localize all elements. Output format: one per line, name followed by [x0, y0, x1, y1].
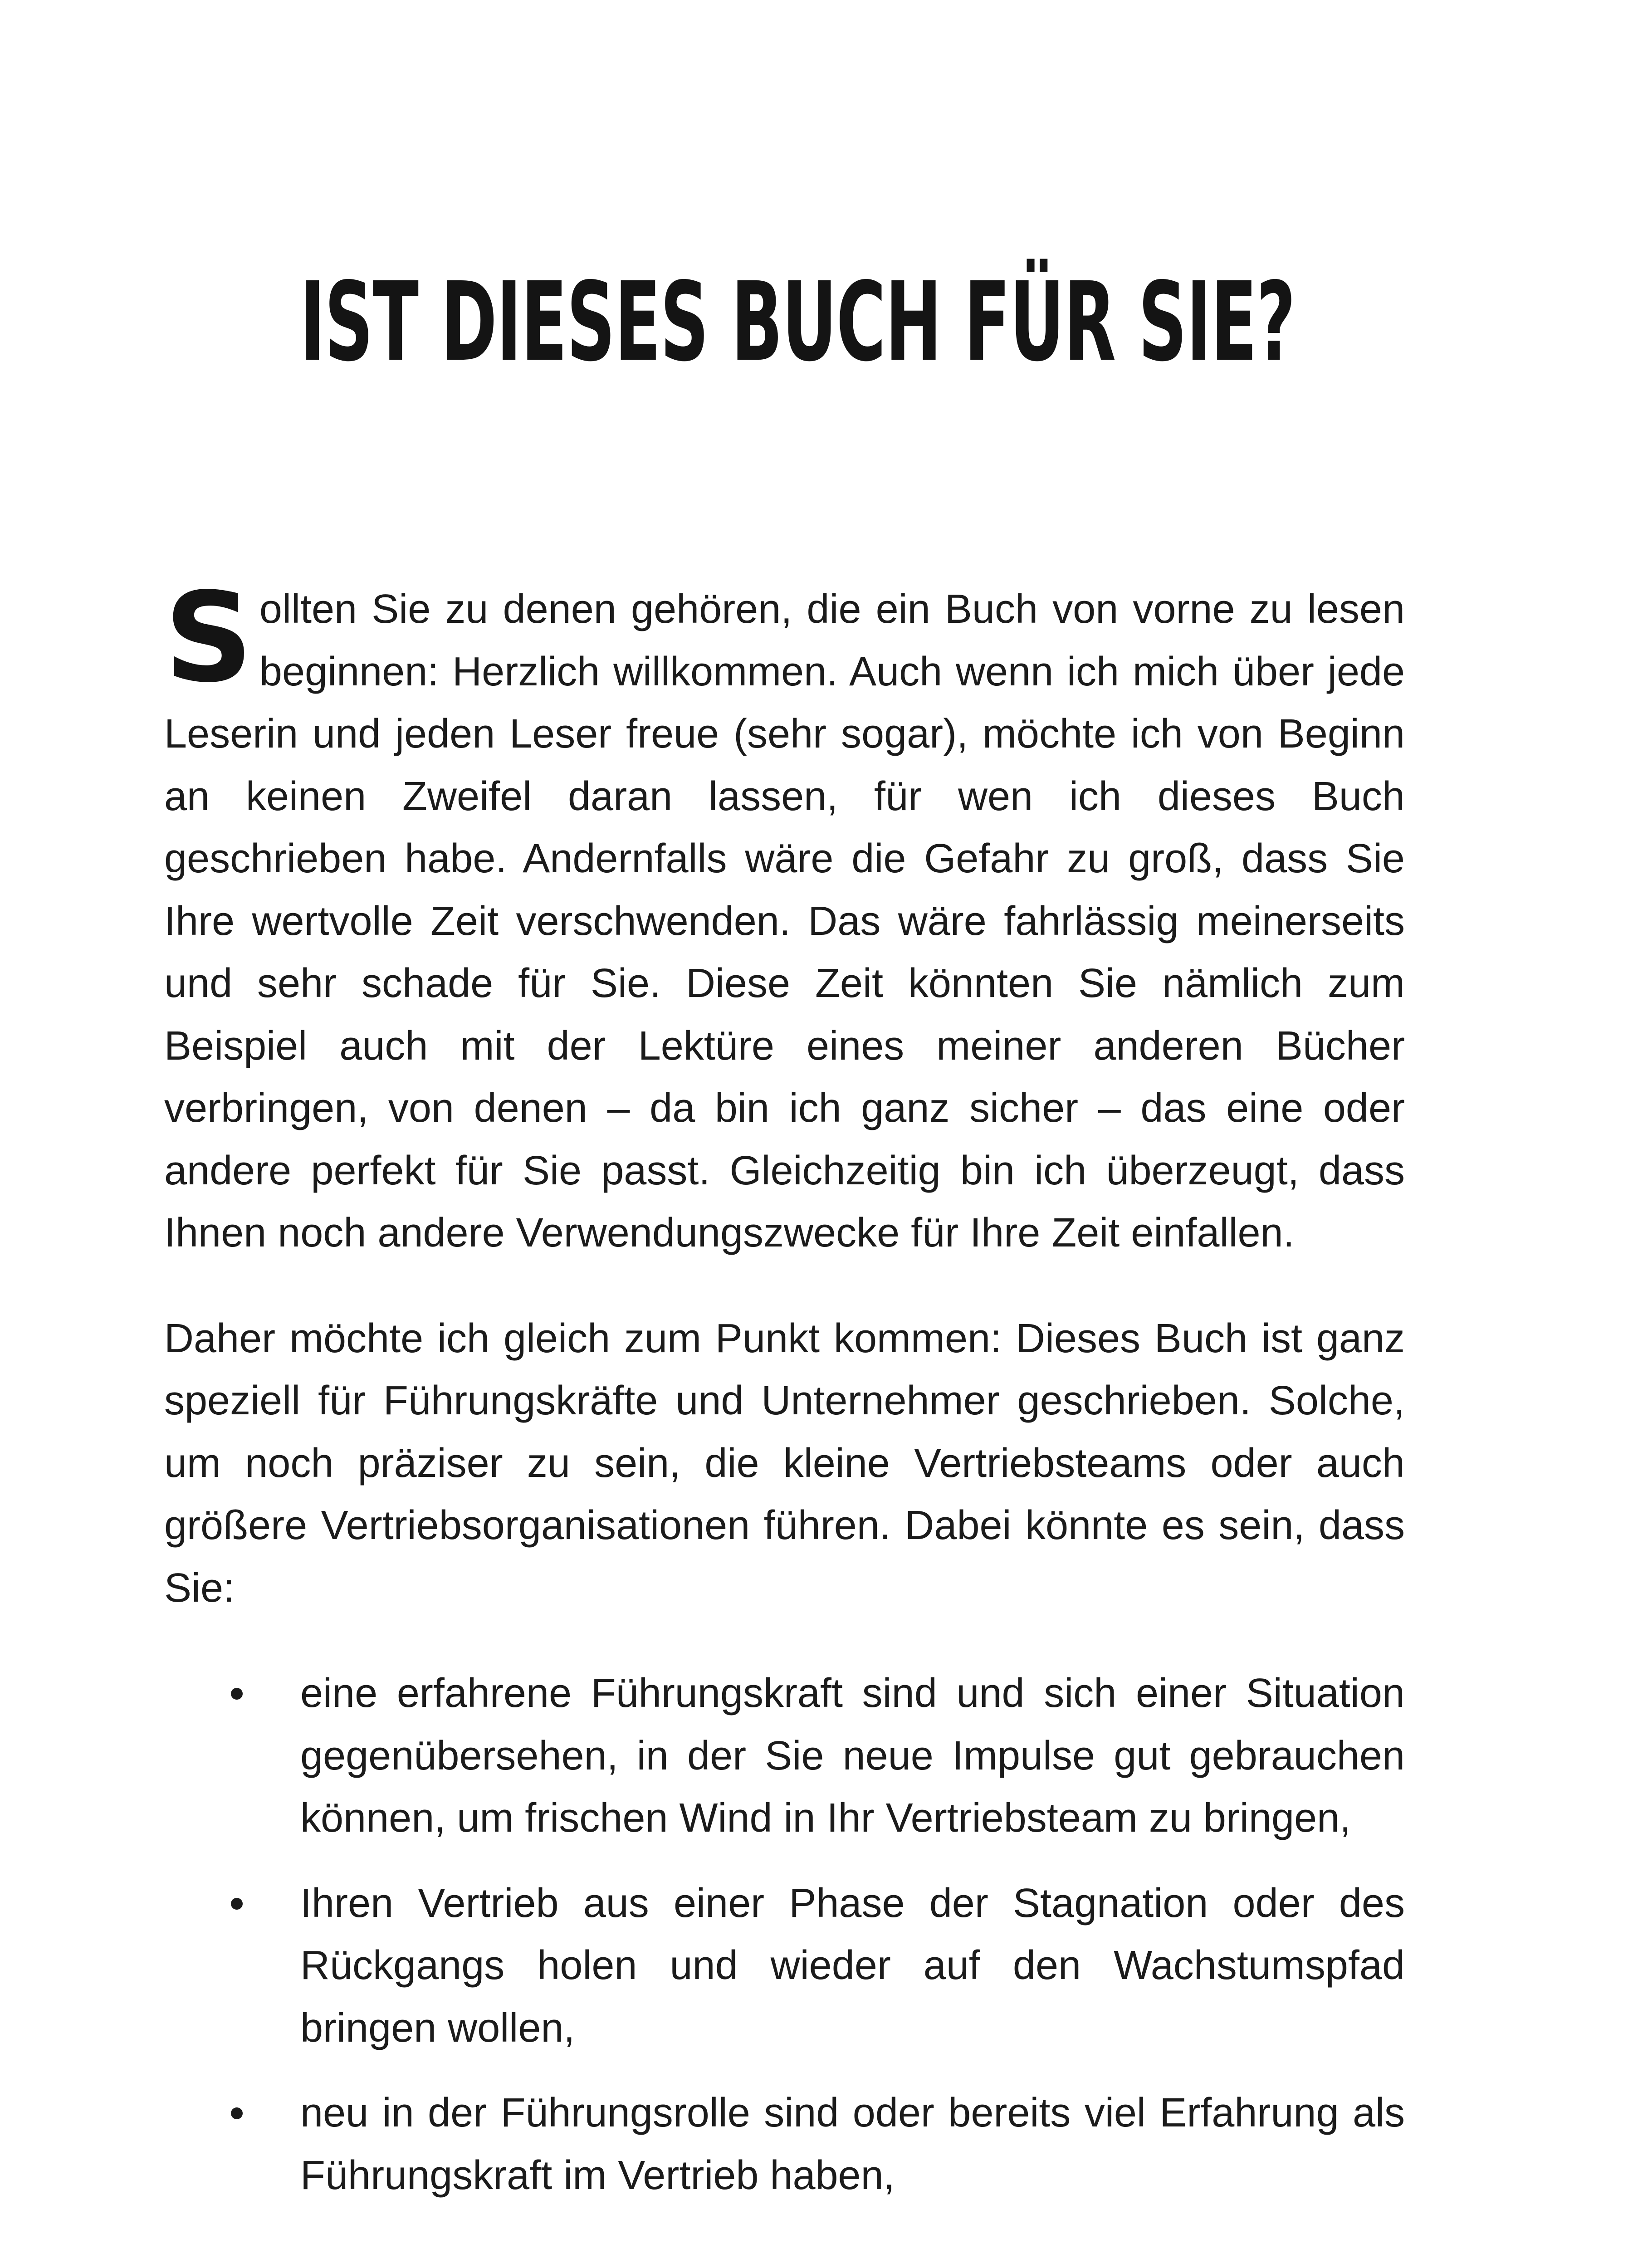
- paragraph-target-audience: Daher möchte ich gleich zum Punkt kommen: Dieses Buch ist ganz speziell für Führungskräfte und Unternehmer geschrieben. Solche, um noch präziser zu sein, die kleine Vertriebsteams oder auch größere Vertriebsorganisationen führen. Dabei könnte es sein, dass Sie:: [164, 1315, 1405, 1611]
- bullet-point-icon: [231, 1688, 243, 1700]
- list-item: [164, 1662, 1405, 1850]
- chapter-title: IST DIESES BUCH FÜR SIE?: [300, 259, 1295, 386]
- list-item-text: neu in der Führungsrolle sind oder bereits viel Erfahrung als Führungskraft im Vertrieb haben,: [300, 2090, 1405, 2198]
- body-text: [164, 567, 1405, 2207]
- list-item-text: eine erfahrene Führungskraft sind und sich einer Situation gegenübersehen, in der Sie neue Impulse gut gebrauchen können, um frischen Wind in Ihr Vertriebsteam zu bringen,: [300, 1671, 1405, 1841]
- paragraph-intro-text: ollten Sie zu denen gehören, die ein Buch von vorne zu lesen beginnen: Herzlich willkommen. Auch wenn ich mich über jede Leserin und jeden Leser freue (sehr sogar), möchte ich von Beginn an keinen Zweifel daran lassen, für wen ich dieses Buch geschrieben habe. Andernfalls wäre die Gefahr zu groß, dass Sie Ihre wertvolle Zeit verschwenden. Das wäre fahrlässig meinerseits und sehr schade für Sie. Diese Zeit könnten Sie nämlich zum Beispiel auch mit der Lektüre eines meiner anderen Bücher verbringen, von denen – da bin ich ganz sicher – das eine oder andere perfekt für Sie passt. Gleichzeitig bin ich überzeugt, dass Ihnen noch andere Verwendungszwecke für Ihre Zeit einfallen.: [164, 587, 1405, 1256]
- bullet-point-icon: [231, 2107, 243, 2119]
- bullet-point-icon: [231, 1898, 243, 1910]
- list-item-text: Ihren Vertrieb aus einer Phase der Stagnation oder des Rückgangs holen und wieder auf den Wachstumspfad bringen wollen,: [300, 1880, 1405, 2051]
- paragraph-intro: [164, 567, 1405, 1265]
- list-item: [164, 1872, 1405, 2060]
- drop-cap: S: [164, 567, 253, 710]
- bullet-list: [164, 1662, 1405, 2207]
- list-item: [164, 2082, 1405, 2207]
